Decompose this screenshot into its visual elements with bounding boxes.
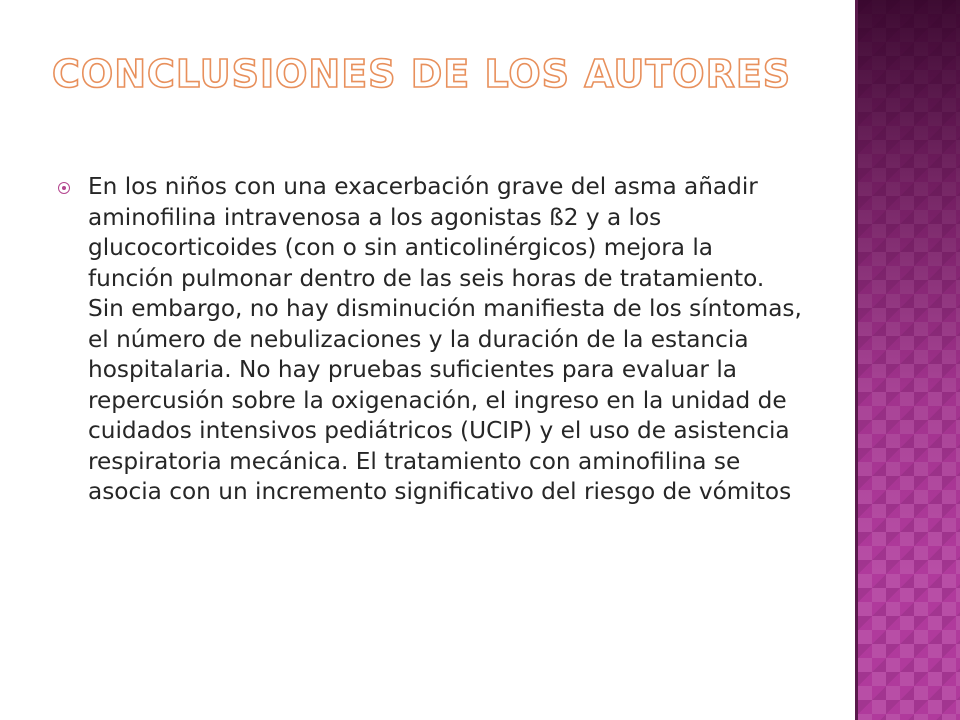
bullet-item bbox=[58, 172, 803, 508]
slide-content bbox=[58, 172, 803, 508]
bullet-text: En los niños con una exacerbación grave del asma añadir aminofilina intravenosa a los agonistas ß2 y a los glucocorticoides (con o sin anticolinérgicos) mejora la función pulmonar dentro de las seis horas de tratamiento. Sin embargo, no hay disminución manifiesta de los síntomas, el número de nebulizaciones y la duración de la estancia hospitalaria. No hay pruebas suficientes para evaluar la repercusión sobre la oxigenación, el ingreso en la unidad de cuidados intensivos pediátricos (UCIP) y el uso de asistencia respiratoria mecánica. El tratamiento con aminofilina se asocia con un incremento significativo del riesgo de vómitos bbox=[88, 173, 802, 505]
circle-bullet-icon bbox=[58, 182, 70, 194]
decorative-side-band bbox=[855, 0, 960, 720]
slide-title: CONCLUSIONES DE LOS AUTORES bbox=[52, 52, 792, 96]
